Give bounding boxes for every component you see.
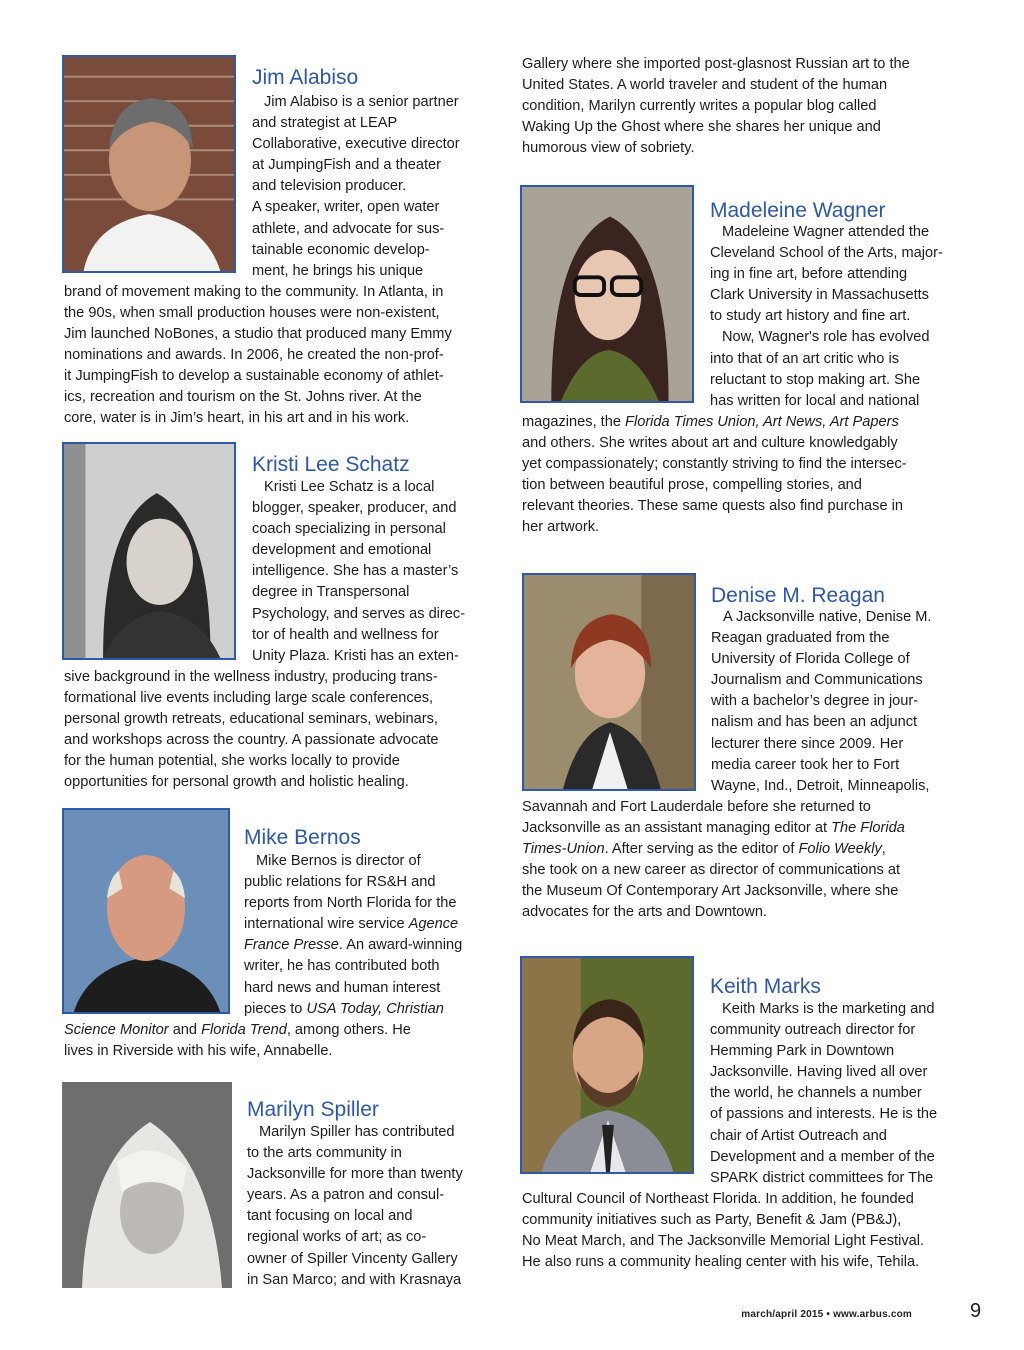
name-keith-marks: Keith Marks xyxy=(710,975,821,998)
name-mike-bernos: Mike Bernos xyxy=(244,826,361,849)
name-kristi-lee-schatz: Kristi Lee Schatz xyxy=(252,453,410,476)
footer-issue-site: march/april 2015 • www.arbus.com xyxy=(741,1309,912,1320)
bio-kristi-lee-schatz: Kristi Lee Schatz is a local blogger, speaker, producer, and coach specializing in personal development and emotional intelligence. She has a master’s degree in Transpersonal Psychology, and serves as direc- tor of health and wellness for Unity Plaza. Kristi has an exten- sive background in the wellness industry, producing trans- formational live events including large scale conferences, personal growth retreats, educational seminars, webinars, and workshops across the country. A passionate advocate for the human potential, she works locally to provide opportunities for personal growth and holistic healing. xyxy=(64,479,466,791)
bio-denise-m-reagan: A Jacksonville native, Denise M. Reagan graduated from the University of Florida College of Journalism and Communications with a bachelor’s degree in jour- nalism and has been an adjunct lecturer there since 2009. Her media career took her to Fort Wayne, Ind., Detroit, Minneapolis, Savannah and Fort Lauderdale before she returned to Jacksonville as an assistant managing editor at The Florida Times-Union. After serving as the editor of Folio Weekly, she took on a new career as director of communications at the Museum Of Contemporary Art Jacksonville, where she advocates for the arts and Downtown. xyxy=(522,609,932,921)
page-number: 9 xyxy=(970,1300,982,1322)
bio-keith-marks: Keith Marks is the marketing and community outreach director for Hemming Park in Downtown Jacksonville. Having lived all over the world, he channels a number of passions and interests. He is the chair of Artist Outreach and Development and a member of the SPARK district committees for The Cultural Council of Northeast Florida. In addition, he founded community initiatives such as Party, Benefit & Jam (PB&J), No Meat March, and The Jacksonville Memorial Light Festival. He also runs a community healing center with his wife, Tehila. xyxy=(522,1001,938,1271)
name-jim-alabiso: Jim Alabiso xyxy=(252,66,359,89)
bio-marilyn-spiller-continued: Gallery where she imported post-glasnost Russian art to the United States. A world traveler and student of the human condition, Marilyn currently writes a popular blog called Waking Up the Ghost where she shares her unique and humorous view of sobriety. xyxy=(522,56,910,157)
bio-jim-alabiso: Jim Alabiso is a senior partner and strategist at LEAP Collaborative, executive director at JumpingFish and a theater and television producer. A speaker, writer, open water athlete, and advocate for sus- tainable economic develop- ment, he brings his unique brand of movement making to the community. In Atlanta, in the 90s, when small production houses were non-existent, Jim launched NoBones, a studio that produced many Emmy nominations and awards. In 2006, he created the non-prof- it JumpingFish to develop a sustainable economy of athlet- ics, recreation and tourism on the St. Johns river. At the core, water is in Jim’s heart, in his art and in his work. xyxy=(64,94,460,427)
name-marilyn-spiller: Marilyn Spiller xyxy=(247,1098,379,1121)
bio-mike-bernos: Mike Bernos is director of public relations for RS&H and reports from North Florida for the international wire service Agence France Presse. An award-winning writer, he has contributed both hard news and human interest pieces to USA Today, Christian Science Monitor and Florida Trend, among others. He lives in Riverside with his wife, Annabelle. xyxy=(64,853,463,1059)
photo-marilyn-spiller xyxy=(62,1082,232,1288)
bio-marilyn-spiller: Marilyn Spiller has contributed to the arts community in Jacksonville for more than twenty years. As a patron and consul- tant focusing on local and regional works of art; as co- owner of Spiller Vincenty Gallery in San Marco; and with Krasnaya xyxy=(247,1124,463,1288)
name-denise-m-reagan: Denise M. Reagan xyxy=(711,584,885,607)
name-madeleine-wagner: Madeleine Wagner xyxy=(710,199,886,222)
bio-madeleine-wagner: Madeleine Wagner attended the Cleveland School of the Arts, major- ing in fine art, before attending Clark University in Massachusetts to study art history and fine art. Now, Wagner's role has evolved into that of an art critic who is reluctant to stop making art. She has written for local and national magazines, the Florida Times Union, Art News, Art Papers and others. She writes about art and culture knowledgably yet compassionately; constantly striving to find the intersec- tion between beautiful prose, compelling stories, and relevant theories. These same quests also find purchase in her artwork. xyxy=(522,224,943,536)
